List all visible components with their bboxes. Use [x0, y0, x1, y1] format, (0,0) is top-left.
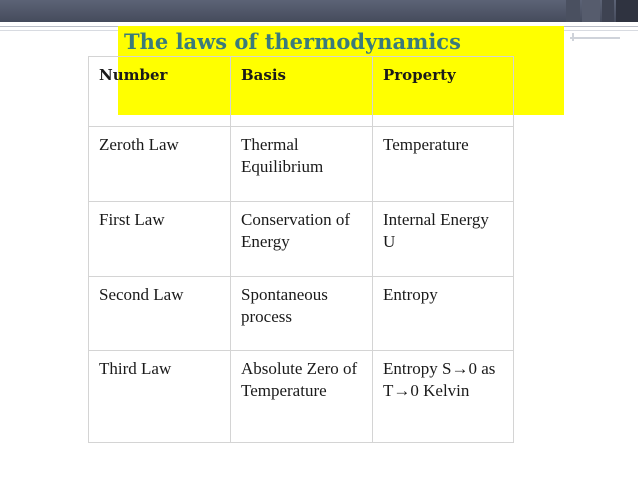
cell-number: First Law — [89, 202, 231, 277]
top-band-block — [582, 0, 600, 22]
table-header-row — [89, 57, 514, 127]
top-band-block — [602, 0, 614, 22]
table-row — [89, 127, 514, 202]
cell-basis: Absolute Zero of Temperature — [231, 351, 373, 443]
slide-title: The laws of thermodynamics — [124, 29, 461, 54]
top-band-block — [616, 0, 638, 22]
cell-number: Zeroth Law — [89, 127, 231, 202]
laws-table — [88, 56, 514, 443]
header-property: Property — [373, 57, 514, 127]
cell-property: Entropy — [373, 277, 514, 351]
corner-accent-tick — [572, 33, 574, 41]
top-band-block — [566, 0, 580, 22]
table-row — [89, 351, 514, 443]
cell-number: Third Law — [89, 351, 231, 443]
cell-property: Entropy S→0 as T→0 Kelvin — [373, 351, 514, 443]
corner-accent-line — [570, 37, 620, 39]
cell-basis: Conservation of Energy — [231, 202, 373, 277]
table-row — [89, 202, 514, 277]
cell-basis: Spontaneous process — [231, 277, 373, 351]
cell-number: Second Law — [89, 277, 231, 351]
cell-property: Temperature — [373, 127, 514, 202]
header-basis: Basis — [231, 57, 373, 127]
slide-top-band — [0, 0, 638, 22]
cell-basis: Thermal Equilibrium — [231, 127, 373, 202]
cell-property: Internal Energy U — [373, 202, 514, 277]
header-number: Number — [89, 57, 231, 127]
table-row — [89, 277, 514, 351]
